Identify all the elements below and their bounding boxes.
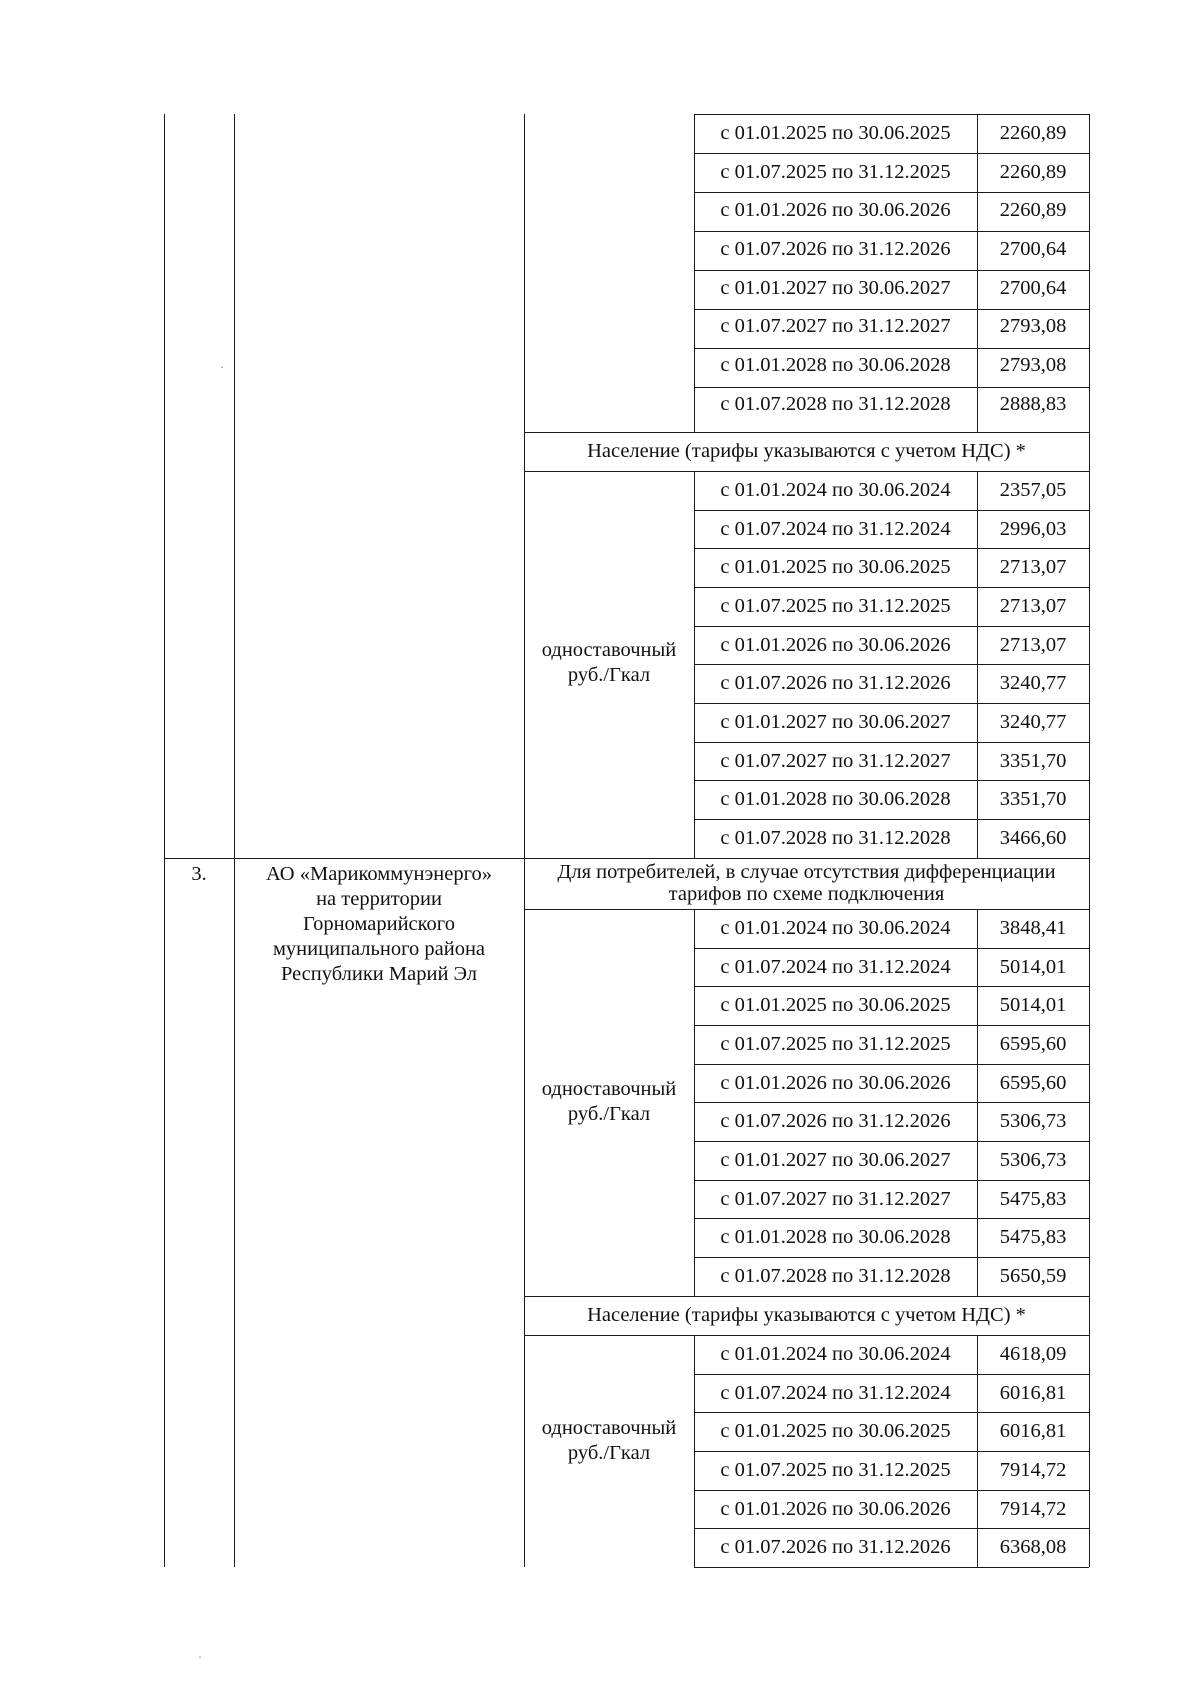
period-cell: с 01.07.2025 по 31.12.2025 [720,594,951,617]
tariff-row [0,191,1200,230]
period-cell: с 01.07.2024 по 31.12.2024 [720,517,951,540]
tariff-row [0,471,1200,510]
period-cell: с 01.07.2024 по 31.12.2024 [720,1381,951,1404]
period-cell: с 01.01.2027 по 30.06.2027 [720,711,951,734]
rate-type-line: одноставочный [541,639,677,661]
tariff-value-cell: 3848,41 [999,916,1067,939]
population-header: Население (тарифы указываются с учетом НДС) * [587,440,1026,462]
tariff-value-cell: 2713,07 [999,594,1067,617]
tariff-row [0,819,1200,858]
tariff-row [0,230,1200,269]
border-col-right-4 [1089,858,1090,909]
tariff-value-cell: 6595,60 [999,1032,1067,1055]
tariff-row [0,1064,1200,1103]
tariff-row [0,1529,1200,1568]
period-cell: с 01.07.2027 по 31.12.2027 [720,1187,951,1210]
period-cell: с 01.07.2024 по 31.12.2024 [720,955,951,978]
tariff-row [0,909,1200,948]
tariff-value-cell: 2260,89 [999,160,1067,183]
period-cell: с 01.07.2025 по 31.12.2025 [720,1032,951,1055]
tariff-row [0,1490,1200,1529]
period-cell: с 01.07.2025 по 31.12.2025 [720,1458,951,1481]
tariff-row [0,153,1200,192]
period-cell: с 01.07.2025 по 31.12.2025 [720,160,951,183]
tariff-row [0,1412,1200,1451]
tariff-row [0,269,1200,308]
tariff-row [0,385,1200,424]
tariff-value-cell: 3351,70 [999,788,1067,811]
organization-line: Республики Марий Эл [280,963,478,985]
period-cell: с 01.07.2026 по 31.12.2026 [720,672,951,695]
tariff-value-cell: 2793,08 [999,354,1067,377]
tariff-value-cell: 5650,59 [999,1265,1067,1288]
tariff-value-cell: 2700,64 [999,237,1067,260]
tariff-value-cell: 5014,01 [999,955,1067,978]
period-cell: с 01.01.2025 по 30.06.2025 [720,556,951,579]
consumers-header-line: тарифов по схеме подключения [668,883,945,905]
period-cell: с 01.01.2026 по 30.06.2026 [720,1497,951,1520]
tariff-value-cell: 2700,64 [999,276,1067,299]
period-cell: с 01.01.2028 по 30.06.2028 [720,1226,951,1249]
period-cell: с 01.01.2024 по 30.06.2024 [720,478,951,501]
tariff-value-cell: 5475,83 [999,1226,1067,1249]
tariff-value-cell: 7914,72 [999,1458,1067,1481]
rate-type-line: одноставочный [541,1078,677,1100]
tariff-value-cell: 5475,83 [999,1187,1067,1210]
period-cell: с 01.07.2026 по 31.12.2026 [720,1110,951,1133]
period-cell: с 01.01.2027 по 30.06.2027 [720,276,951,299]
rate-type-unit: руб./Гкал [567,1103,651,1125]
tariff-row [0,346,1200,385]
tariff-value-cell: 2357,05 [999,478,1067,501]
tariff-row [0,587,1200,626]
rate-type-unit: руб./Гкал [567,664,651,686]
organization-line: на территории [316,888,442,910]
border-population-1-top [524,432,1089,433]
tariff-value-cell: 5306,73 [999,1149,1067,1172]
period-cell: с 01.01.2025 по 30.06.2025 [720,121,951,144]
consumers-header [524,861,1089,905]
tariff-row [0,114,1200,153]
border-col-right-6 [1089,1296,1090,1335]
period-cell: с 01.01.2028 по 30.06.2028 [720,354,951,377]
consumers-header-line: Для потребителей, в случае отсутствия дифференциации [557,861,1056,883]
period-cell: с 01.07.2026 по 31.12.2026 [720,237,951,260]
border-entry-3-top [164,858,1089,859]
tariff-value-cell: 3466,60 [999,827,1067,850]
organization-line: муниципального района [272,938,486,960]
tariff-value-cell: 2888,83 [999,392,1067,415]
period-cell: с 01.01.2026 по 30.06.2026 [720,1071,951,1094]
border-population-2-top [524,1296,1089,1297]
tariff-value-cell: 7914,72 [999,1497,1067,1520]
tariff-value-cell: 6016,81 [999,1381,1067,1404]
tariff-row [0,308,1200,347]
period-cell: с 01.07.2026 по 31.12.2026 [720,1536,951,1559]
period-cell: с 01.01.2024 по 30.06.2024 [720,1342,951,1365]
tariff-value-cell: 2713,07 [999,556,1067,579]
period-cell: с 01.07.2028 по 31.12.2028 [720,1265,951,1288]
tariff-value-cell: 5014,01 [999,994,1067,1017]
tariff-value-cell: 2713,07 [999,633,1067,656]
tariff-row [0,1141,1200,1180]
tariff-value-cell: 6595,60 [999,1071,1067,1094]
period-cell: с 01.01.2026 по 30.06.2026 [720,199,951,222]
tariff-row [0,1219,1200,1258]
tariff-value-cell: 2260,89 [999,199,1067,222]
population-header: Население (тарифы указываются с учетом НДС) * [587,1304,1026,1326]
tariff-row [0,1257,1200,1296]
period-cell: с 01.01.2025 по 30.06.2025 [720,1420,951,1443]
tariff-row [0,986,1200,1025]
tariff-row [0,948,1200,987]
tariff-row [0,1103,1200,1142]
rate-type-line: одноставочный [541,1417,677,1439]
tariff-value-cell: 2793,08 [999,315,1067,338]
period-cell: с 01.01.2025 по 30.06.2025 [720,994,951,1017]
period-cell: с 01.01.2028 по 30.06.2028 [720,788,951,811]
period-cell: с 01.07.2028 по 31.12.2028 [720,392,951,415]
tariff-value-cell: 4618,09 [999,1342,1067,1365]
tariff-row [0,548,1200,587]
tariff-row [0,1180,1200,1219]
period-cell: с 01.07.2027 по 31.12.2027 [720,315,951,338]
tariff-row [0,1451,1200,1490]
tariff-value-cell: 5306,73 [999,1110,1067,1133]
tariff-row [0,510,1200,549]
organization-line: Горномарийского [303,913,455,935]
tariff-row [0,626,1200,665]
tariff-value-cell: 6368,08 [999,1536,1067,1559]
tariff-value-cell: 3240,77 [999,711,1067,734]
period-cell: с 01.01.2024 по 30.06.2024 [720,916,951,939]
organization-line: АО «Марикоммунэнерго» [266,863,492,885]
tariff-value-cell: 3351,70 [999,749,1067,772]
rate-type-unit: руб./Гкал [567,1442,651,1464]
tariff-row [0,703,1200,742]
border-col-right-2 [1089,432,1090,471]
tariff-value-cell: 2996,03 [999,517,1067,540]
tariff-row [0,1374,1200,1413]
period-cell: с 01.07.2027 по 31.12.2027 [720,749,951,772]
tariff-value-cell: 3240,77 [999,672,1067,695]
scan-speck: · [198,1650,202,1664]
entry-number: 3. [191,863,207,885]
tariff-value-cell: 2260,89 [999,121,1067,144]
scan-speck: · [220,360,224,374]
tariff-row [0,1025,1200,1064]
period-cell: с 01.01.2027 по 30.06.2027 [720,1149,951,1172]
tariff-row [0,781,1200,820]
tariff-row [0,742,1200,781]
tariff-row [0,665,1200,704]
tariff-row [0,1335,1200,1374]
period-cell: с 01.07.2028 по 31.12.2028 [720,827,951,850]
tariff-value-cell: 6016,81 [999,1420,1067,1443]
period-cell: с 01.01.2026 по 30.06.2026 [720,633,951,656]
